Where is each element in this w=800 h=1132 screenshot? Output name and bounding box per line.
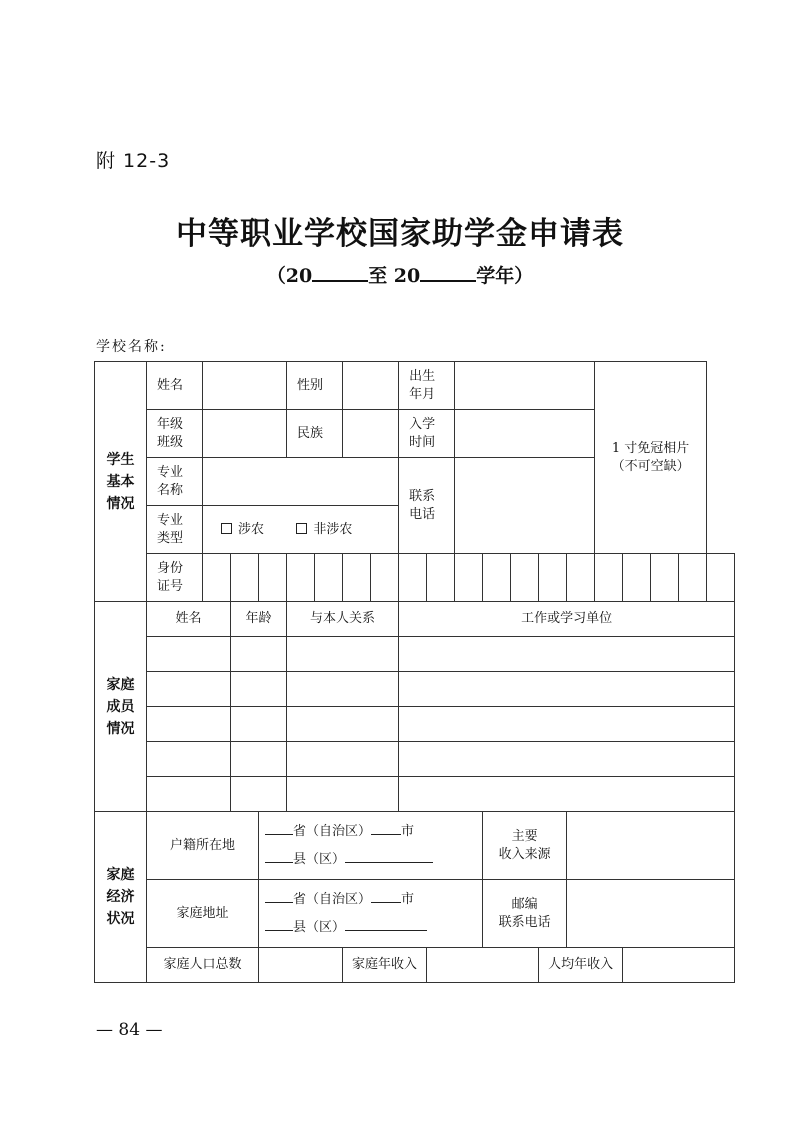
input-name[interactable]	[203, 362, 287, 410]
label-income-source: 主要 收入来源	[483, 812, 567, 880]
input-major-name[interactable]	[203, 458, 399, 506]
label-id-number: 身份 证号	[147, 554, 203, 602]
application-form-table	[94, 361, 735, 983]
checkbox-agri[interactable]	[221, 523, 232, 534]
label-major-name: 专业 名称	[147, 458, 203, 506]
input-birth[interactable]	[455, 362, 595, 410]
id-digit-cell[interactable]	[399, 554, 427, 602]
label-home-address: 家庭地址	[147, 880, 259, 948]
family-cell[interactable]	[231, 777, 287, 812]
label-grade-class: 年级 班级	[147, 410, 203, 458]
id-digit-cell[interactable]	[371, 554, 399, 602]
label-annual-income: 家庭年收入	[343, 948, 427, 983]
label-hukou: 户籍所在地	[147, 812, 259, 880]
label-enroll-time: 入学 时间	[399, 410, 455, 458]
id-digit-cell[interactable]	[567, 554, 595, 602]
family-cell[interactable]	[399, 637, 735, 672]
id-digit-cell[interactable]	[259, 554, 287, 602]
family-cell[interactable]	[231, 742, 287, 777]
label-postcode-phone: 邮编 联系电话	[483, 880, 567, 948]
id-digit-cell[interactable]	[595, 554, 623, 602]
id-digit-cell[interactable]	[455, 554, 483, 602]
id-digit-cell[interactable]	[287, 554, 315, 602]
id-digit-cell[interactable]	[679, 554, 707, 602]
family-header-relation: 与本人关系	[287, 602, 399, 637]
page-number: — 84 —	[96, 1020, 163, 1040]
input-enroll-time[interactable]	[455, 410, 595, 458]
input-ethnicity[interactable]	[343, 410, 399, 458]
form-title: 中等职业学校国家助学金申请表	[176, 216, 624, 252]
family-row	[95, 672, 735, 707]
id-digit-cell[interactable]	[315, 554, 343, 602]
form-subtitle	[0, 260, 800, 288]
family-cell[interactable]	[287, 777, 399, 812]
input-grade-class[interactable]	[203, 410, 287, 458]
section-family-economy: 家庭经济状况	[95, 812, 147, 983]
input-gender[interactable]	[343, 362, 399, 410]
input-phone[interactable]	[455, 458, 595, 554]
input-per-capita-income[interactable]	[623, 948, 735, 983]
family-cell[interactable]	[399, 742, 735, 777]
school-name-label: 学校名称:	[96, 339, 167, 355]
annex-label: 附 12-3	[96, 150, 171, 172]
family-header-name: 姓名	[147, 602, 231, 637]
family-cell[interactable]	[287, 637, 399, 672]
family-cell[interactable]	[147, 742, 231, 777]
start-year-blank[interactable]	[312, 260, 368, 282]
photo-area: 1 寸免冠相片 （不可空缺）	[595, 362, 707, 554]
id-digit-cell[interactable]	[203, 554, 231, 602]
id-digit-cell[interactable]	[483, 554, 511, 602]
label-phone: 联系 电话	[399, 458, 455, 554]
label-name: 姓名	[147, 362, 203, 410]
id-digit-cell[interactable]	[231, 554, 259, 602]
family-cell[interactable]	[287, 742, 399, 777]
family-cell[interactable]	[231, 637, 287, 672]
home-address-fill[interactable]: 省（自治区） 市 县（区）	[259, 880, 483, 948]
family-cell[interactable]	[287, 707, 399, 742]
family-cell[interactable]	[147, 672, 231, 707]
family-cell[interactable]	[399, 777, 735, 812]
family-cell[interactable]	[231, 707, 287, 742]
id-digit-cell[interactable]	[623, 554, 651, 602]
label-birth: 出生 年月	[399, 362, 455, 410]
subtitle-close: 学年）	[476, 265, 534, 287]
id-digit-cell[interactable]	[427, 554, 455, 602]
agri-option[interactable]: 涉农	[221, 522, 264, 537]
label-household-size: 家庭人口总数	[147, 948, 259, 983]
input-income-source[interactable]	[567, 812, 735, 880]
family-cell[interactable]	[147, 707, 231, 742]
checkbox-non-agri[interactable]	[296, 523, 307, 534]
family-row	[95, 777, 735, 812]
label-ethnicity: 民族	[287, 410, 343, 458]
id-digit-cell[interactable]	[707, 554, 735, 602]
family-cell[interactable]	[147, 777, 231, 812]
input-annual-income[interactable]	[427, 948, 539, 983]
subtitle-mid: 至 20	[368, 265, 421, 287]
id-digit-cell[interactable]	[539, 554, 567, 602]
family-cell[interactable]	[287, 672, 399, 707]
label-per-capita-income: 人均年收入	[539, 948, 623, 983]
id-digit-cell[interactable]	[511, 554, 539, 602]
input-postcode-phone[interactable]	[567, 880, 735, 948]
section-student-info: 学生基本情况	[95, 362, 147, 602]
hukou-address-fill[interactable]: 省（自治区） 市 县（区）	[259, 812, 483, 880]
family-cell[interactable]	[399, 707, 735, 742]
label-major-type: 专业 类型	[147, 506, 203, 554]
family-header-workplace: 工作或学习单位	[399, 602, 735, 637]
id-digit-cell[interactable]	[651, 554, 679, 602]
family-row	[95, 637, 735, 672]
input-household-size[interactable]	[259, 948, 343, 983]
family-cell[interactable]	[147, 637, 231, 672]
end-year-blank[interactable]	[420, 260, 476, 282]
family-cell[interactable]	[231, 672, 287, 707]
family-cell[interactable]	[399, 672, 735, 707]
family-row	[95, 707, 735, 742]
label-gender: 性别	[287, 362, 343, 410]
non-agri-option[interactable]: 非涉农	[296, 522, 352, 537]
major-type-options	[203, 506, 399, 554]
family-header-age: 年龄	[231, 602, 287, 637]
subtitle-open: （20	[266, 265, 313, 287]
family-row	[95, 742, 735, 777]
id-digit-cell[interactable]	[343, 554, 371, 602]
section-family-members: 家庭成员情况	[95, 602, 147, 812]
